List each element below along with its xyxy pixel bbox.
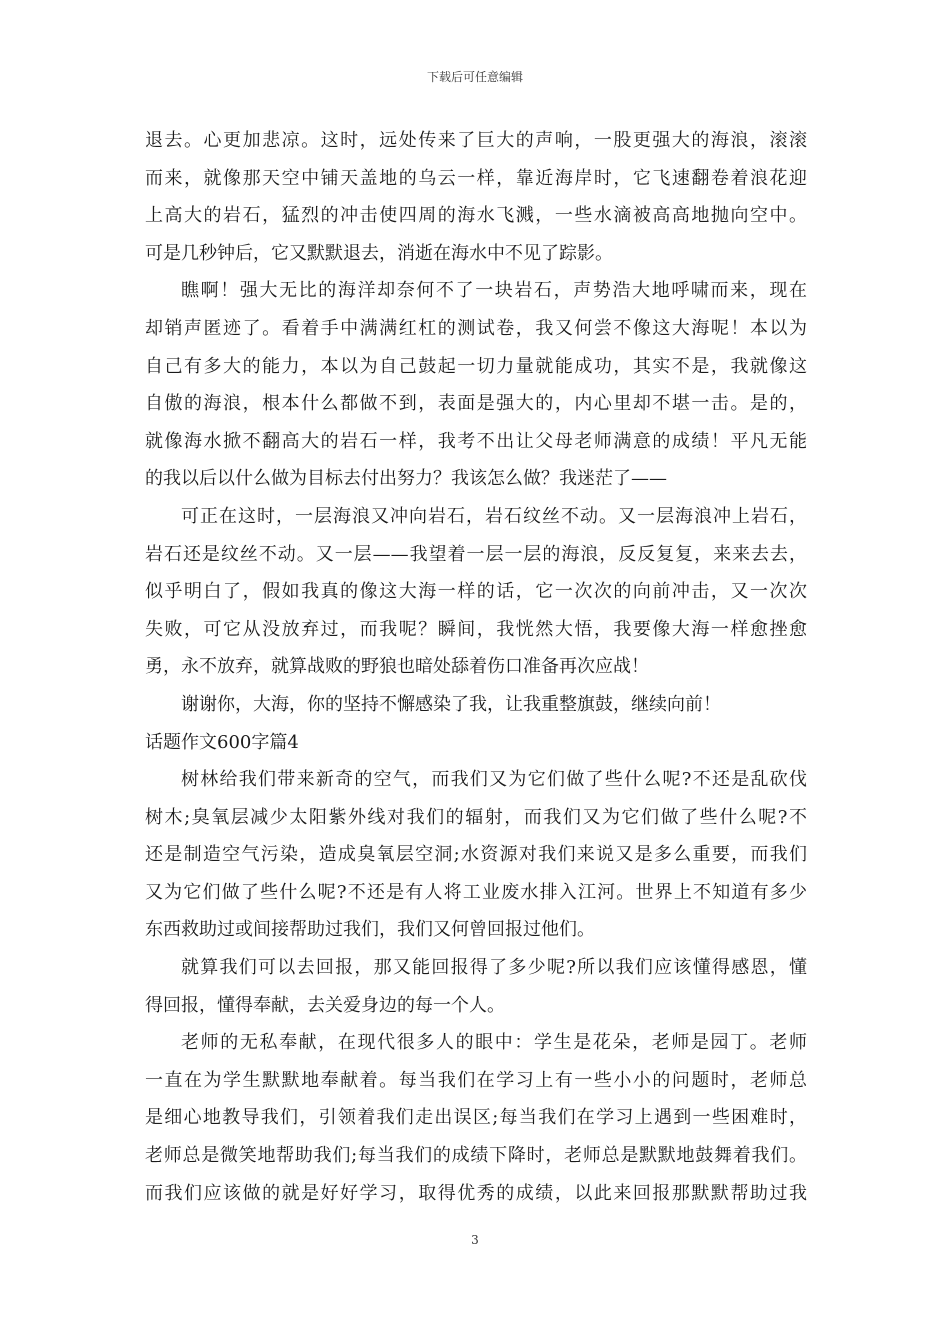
- text-line: 勇，永不放弃，就算战败的野狼也暗处舔着伤口准备再次应战！: [145, 656, 649, 678]
- text-line: 老师的无私奉献，在现代很多人的眼中：学生是花朵，老师是园丁。老师: [181, 1032, 807, 1054]
- text-line: 自傲的海浪，根本什么都做不到，表面是强大的，内心里却不堪一击。是的，: [145, 393, 807, 415]
- text-line: 得回报，懂得奉献，去关爱身边的每一个人。: [145, 994, 505, 1016]
- text-line: 就像海水掀不翻高大的岩石一样，我考不出让父母老师满意的成绩！平凡无能: [145, 430, 807, 452]
- document-body: [145, 122, 807, 1212]
- text-line: 自己有多大的能力，本以为自己鼓起一切力量就能成功，其实不是，我就像这: [145, 355, 807, 377]
- text-line: 老师总是微笑地帮助我们;每当我们的成绩下降时，老师总是默默地鼓舞着我们。: [145, 1145, 807, 1167]
- text-line: 而我们应该做的就是好好学习，取得优秀的成绩，以此来回报那默默帮助过我: [145, 1182, 807, 1204]
- text-line: 可正在这时，一层海浪又冲向岩石，岩石纹丝不动。又一层海浪冲上岩石，: [181, 505, 807, 527]
- text-line: 又为它们做了些什么呢?不还是有人将工业废水排入江河。世界上不知道有多少: [145, 881, 807, 903]
- text-line: 树木;臭氧层减少太阳紫外线对我们的辐射，而我们又为它们做了些什么呢?不: [145, 806, 807, 828]
- text-line: 的我以后以什么做为目标去付出努力？我该怎么做？我迷茫了——: [145, 468, 667, 490]
- text-line: 岩石还是纹丝不动。又一层——我望着一层一层的海浪，反反复复，来来去去，: [145, 543, 807, 565]
- text-line: 失败，可它从没放弃过，而我呢？瞬间，我恍然大悟，我要像大海一样愈挫愈: [145, 618, 807, 640]
- text-line: 可是几秒钟后，它又默默退去，消逝在海水中不见了踪影。: [145, 242, 613, 264]
- text-line: 就算我们可以去回报，那又能回报得了多少呢?所以我们应该懂得感恩，懂: [181, 957, 807, 979]
- text-line: 退去。心更加悲凉。这时，远处传来了巨大的声响，一股更强大的海浪，滚滚: [145, 130, 807, 151]
- text-line: 却销声匿迹了。看着手中满满红杠的测试卷，我又何尝不像这大海呢！本以为: [145, 317, 807, 339]
- text-line: 而来，就像那天空中铺天盖地的乌云一样，靠近海岸时，它飞速翻卷着浪花迎: [145, 167, 807, 189]
- text-line: 还是制造空气污染，造成臭氧层空洞;水资源对我们来说又是多么重要，而我们: [145, 844, 807, 866]
- page-header: 下载后可任意编辑: [426, 70, 523, 84]
- text-line: 树林给我们带来新奇的空气，而我们又为它们做了些什么呢?不还是乱砍伐: [181, 769, 807, 791]
- text-line: 是细心地教导我们，引领着我们走出误区;每当我们在学习上遇到一些困难时，: [145, 1107, 807, 1129]
- text-line: 谢谢你，大海，你的坚持不懈感染了我，让我重整旗鼓，继续向前！: [181, 693, 721, 715]
- text-line: 上高大的岩石，猛烈的冲击使四周的海水飞溅，一些水滴被高高地抛向空中。: [145, 205, 807, 227]
- text-line: 一直在为学生默默地奉献着。每当我们在学习上有一些小小的问题时，老师总: [145, 1069, 807, 1091]
- text-line: 瞧啊！强大无比的海洋却奈何不了一块岩石，声势浩大地呼啸而来，现在: [181, 280, 807, 302]
- text-line: 话题作文600字篇4: [145, 731, 299, 753]
- text-line: 东西救助过或间接帮助过我们，我们又何曾回报过他们。: [145, 919, 595, 941]
- text-line: 似乎明白了，假如我真的像这大海一样的话，它一次次的向前冲击，又一次次: [145, 581, 807, 603]
- page-number: 3: [471, 1233, 479, 1247]
